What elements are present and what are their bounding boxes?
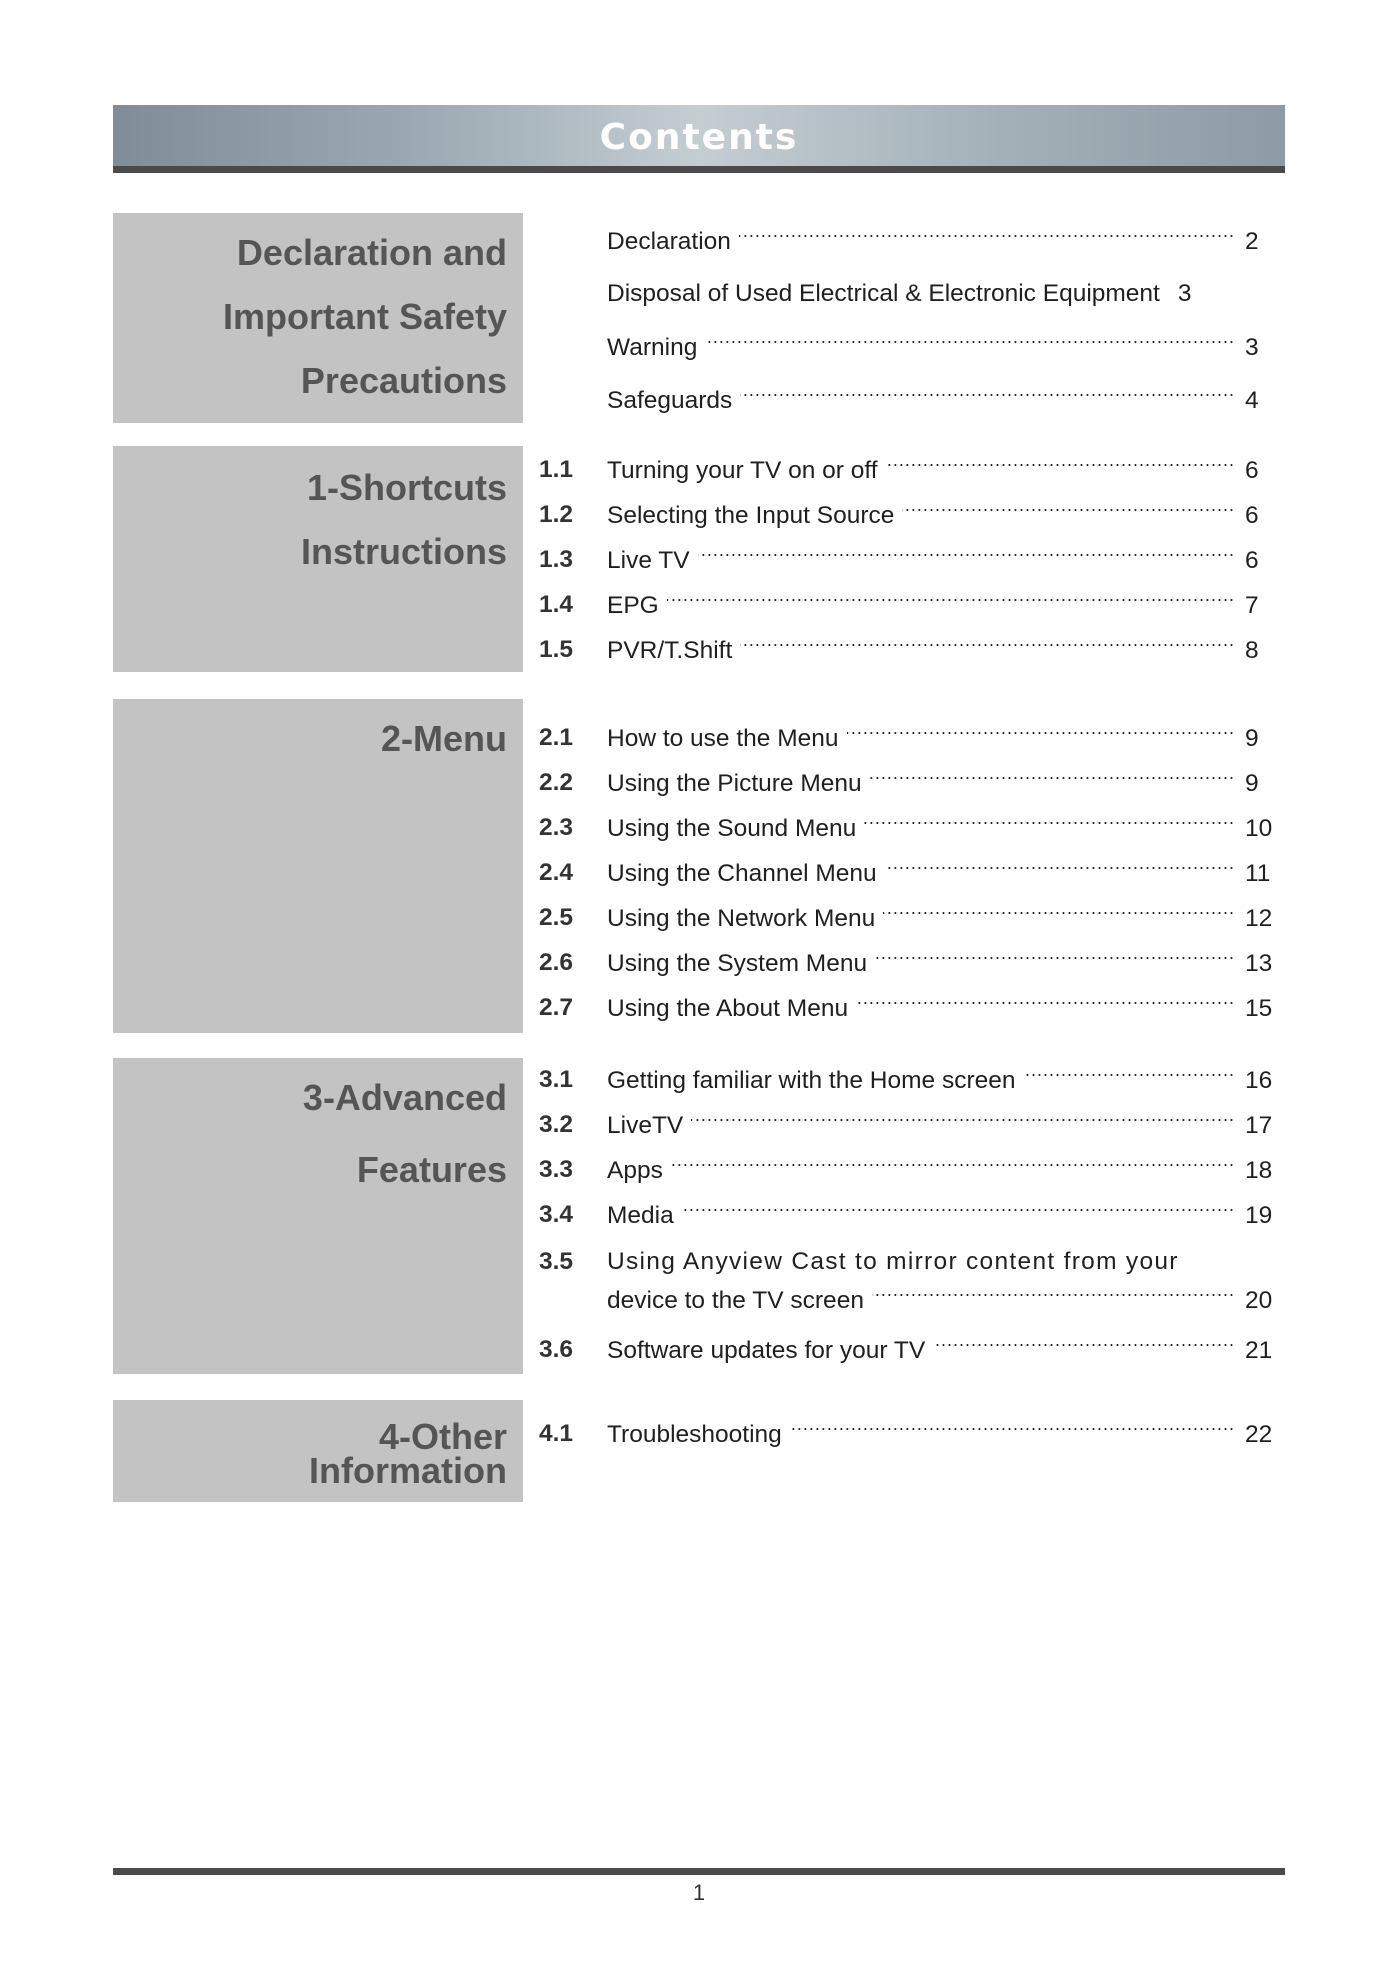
- toc-entry-title: Using the Picture Menu: [607, 770, 862, 797]
- toc-entry-page: 19: [1245, 1202, 1273, 1229]
- toc-entry-page: 6: [1245, 547, 1259, 574]
- dot-leader: [886, 454, 1235, 478]
- toc-entry-page: 6: [1245, 457, 1259, 484]
- toc-entry-page: 4: [1245, 387, 1259, 414]
- toc-entry[interactable]: [539, 1064, 1285, 1096]
- dot-leader: [1024, 1064, 1236, 1088]
- toc-entry-page: 22: [1245, 1421, 1273, 1448]
- toc-entry[interactable]: [539, 1334, 1285, 1366]
- toc-entry-title: Using the Network Menu: [607, 905, 876, 932]
- toc-entry-page: 9: [1245, 725, 1259, 752]
- toc-entry[interactable]: [539, 634, 1285, 666]
- toc-entry-number: 1.4: [539, 591, 574, 618]
- dot-leader: [705, 331, 1235, 355]
- toc-entry-title: Software updates for your TV: [607, 1337, 926, 1364]
- toc-entry-title: EPG: [607, 592, 659, 619]
- section-other: [113, 1400, 1285, 1502]
- section-heading-box: [113, 1058, 523, 1374]
- toc-entry-number: 2.4: [539, 859, 574, 886]
- section-declaration: [113, 213, 1285, 423]
- toc-entry-title: Selecting the Input Source: [607, 502, 895, 529]
- toc-entry-number: 3.3: [539, 1156, 574, 1183]
- section-advanced: [113, 1058, 1285, 1374]
- toc-entry[interactable]: [539, 454, 1285, 486]
- toc-entry-title: Troubleshooting: [607, 1421, 782, 1448]
- dot-leader: [740, 634, 1235, 658]
- toc-entry[interactable]: [539, 992, 1285, 1024]
- toc-entry-page: 9: [1245, 770, 1259, 797]
- toc-entry[interactable]: [539, 1199, 1285, 1231]
- toc-entry-page: 3: [1245, 334, 1259, 361]
- dot-leader: [875, 947, 1235, 971]
- dot-leader: [698, 544, 1235, 568]
- toc-entry[interactable]: [539, 589, 1285, 621]
- toc-entry-title: Apps: [607, 1157, 663, 1184]
- dot-leader: [739, 225, 1235, 249]
- section-heading-line: Instructions: [300, 531, 507, 572]
- contents-header-bar: [113, 105, 1285, 173]
- toc-entry-title: Safeguards: [607, 387, 733, 414]
- section-heading-line: 4-Other: [378, 1416, 507, 1457]
- dot-leader: [872, 1284, 1235, 1308]
- toc-entry-title: How to use the Menu: [607, 725, 839, 752]
- toc-entry-page: 6: [1245, 502, 1259, 529]
- section-heading-line: Information: [309, 1450, 507, 1491]
- footer-rule: [113, 1868, 1285, 1875]
- toc-entry[interactable]: [539, 331, 1285, 363]
- toc-entry-number: 3.4: [539, 1201, 574, 1228]
- page-number: 1: [692, 1880, 706, 1905]
- toc-entry-title: Declaration: [607, 228, 731, 255]
- toc-entry[interactable]: [539, 812, 1285, 844]
- dot-leader: [667, 589, 1235, 613]
- section-heading-box: [113, 699, 523, 1033]
- section-heading-line: 1-Shortcuts: [306, 467, 507, 508]
- section-heading-box: [113, 213, 523, 423]
- dot-leader: [933, 1334, 1235, 1358]
- toc-entry-page: 12: [1245, 905, 1273, 932]
- page-title: Contents: [599, 117, 799, 158]
- toc-entry-number: 2.5: [539, 904, 574, 931]
- section-heading-box: [113, 446, 523, 672]
- dot-leader: [902, 499, 1235, 523]
- section-heading-line: Precautions: [300, 360, 507, 401]
- toc-entry-page: 18: [1245, 1157, 1273, 1184]
- dot-leader: [790, 1418, 1235, 1442]
- toc-entry-title-line1: Using Anyview Cast to mirror content from your: [607, 1248, 1179, 1275]
- section-menu: [113, 699, 1285, 1033]
- section-heading-line: Important Safety: [222, 296, 507, 337]
- toc-entry-title: Disposal of Used Electrical & Electronic Equipment: [607, 280, 1160, 307]
- toc-entry[interactable]: [539, 722, 1285, 754]
- toc-entry-page: 3: [1177, 280, 1192, 307]
- toc-entry-number: 2.2: [539, 769, 574, 796]
- toc-entry-page: 17: [1245, 1112, 1273, 1139]
- toc-entry-title: Using the Sound Menu: [607, 815, 857, 842]
- toc-entry-title: Using the About Menu: [607, 995, 849, 1022]
- toc-entry-title: Using the System Menu: [607, 950, 868, 977]
- toc-entry-page: 20: [1245, 1287, 1273, 1314]
- toc-entry[interactable]: [539, 857, 1285, 889]
- toc-entry-title: PVR/T.Shift: [607, 637, 733, 664]
- section-heading-line: 3-Advanced: [302, 1077, 507, 1118]
- toc-entry-page: 21: [1245, 1337, 1273, 1364]
- toc-entry-title: Using the Channel Menu: [607, 860, 877, 887]
- toc-entry-number: 1.2: [539, 501, 574, 528]
- toc-entry[interactable]: [539, 278, 1285, 310]
- dot-leader: [870, 767, 1235, 791]
- toc-entry-page: 8: [1245, 637, 1259, 664]
- toc-entry-title: Getting familiar with the Home screen: [607, 1067, 1016, 1094]
- dot-leader: [856, 992, 1235, 1016]
- dot-leader: [864, 812, 1235, 836]
- toc-entry-number: 2.7: [539, 994, 574, 1021]
- toc-entry-title: Warning: [607, 334, 698, 361]
- section-heading-line: 2-Menu: [381, 718, 507, 759]
- toc-entry-title: Media: [607, 1202, 674, 1229]
- toc-entry-page: 13: [1245, 950, 1273, 977]
- dot-leader: [740, 384, 1235, 408]
- toc-entry[interactable]: [539, 1109, 1285, 1141]
- toc-entry-number: 2.3: [539, 814, 574, 841]
- dot-leader: [682, 1199, 1235, 1223]
- dot-leader: [671, 1154, 1235, 1178]
- toc-entry[interactable]: [539, 902, 1285, 934]
- toc-entry[interactable]: [539, 499, 1285, 531]
- section-shortcuts: [113, 446, 1285, 672]
- toc-entry[interactable]: [539, 767, 1285, 799]
- toc-entry[interactable]: [539, 544, 1285, 576]
- toc-entry[interactable]: [539, 1246, 1285, 1320]
- toc-entry-number: 1.1: [539, 456, 574, 483]
- toc-entry-number: 3.6: [539, 1336, 574, 1363]
- toc-entry-number: 3.2: [539, 1111, 574, 1138]
- toc-entry-number: 4.1: [539, 1420, 574, 1447]
- toc-entry-title: device to the TV screen: [607, 1287, 864, 1314]
- toc-entry-title: LiveTV: [607, 1112, 684, 1139]
- section-heading-line: Declaration and: [236, 232, 507, 273]
- toc-entry-number: 3.5: [539, 1248, 574, 1275]
- toc-entry-number: 2.6: [539, 949, 574, 976]
- toc-entry-page: 10: [1245, 815, 1273, 842]
- toc-entry[interactable]: [539, 384, 1285, 416]
- toc-entry[interactable]: [539, 225, 1285, 257]
- toc-entry-number: 1.3: [539, 546, 574, 573]
- toc-entry-title: Turning your TV on or off: [607, 457, 878, 484]
- toc-entry-page: 15: [1245, 995, 1273, 1022]
- dot-leader: [885, 857, 1235, 881]
- toc-entry[interactable]: [539, 1154, 1285, 1186]
- toc-entry-number: 1.5: [539, 636, 574, 663]
- toc-entry-page: 11: [1245, 860, 1271, 887]
- section-heading-line: Features: [356, 1149, 507, 1190]
- dot-leader: [691, 1109, 1235, 1133]
- toc-entry-number: 2.1: [539, 724, 574, 751]
- toc-entry[interactable]: [539, 947, 1285, 979]
- toc-entry-page: 7: [1245, 592, 1259, 619]
- dot-leader: [847, 722, 1235, 746]
- toc-entry[interactable]: [539, 1418, 1285, 1450]
- section-heading-box: [113, 1400, 523, 1502]
- toc-entry-page: 2: [1245, 228, 1259, 255]
- toc-entry-title: Live TV: [607, 547, 690, 574]
- toc-entry-page: 16: [1245, 1067, 1273, 1094]
- toc-entry-number: 3.1: [539, 1066, 574, 1093]
- dot-leader: [883, 902, 1235, 926]
